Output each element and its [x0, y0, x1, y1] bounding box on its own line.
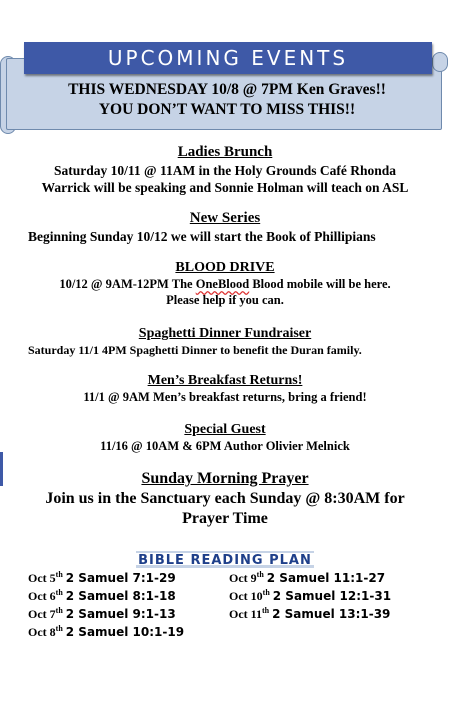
reading-date: Oct 9	[229, 571, 257, 585]
spaghetti-dinner-line-1: Saturday 11/1 4PM Spaghetti Dinner to benefit the Duran family.	[28, 343, 362, 357]
reading-passage: 2 Samuel 12:1-31	[272, 589, 392, 603]
bible-reading-plan-title-row	[0, 551, 450, 569]
ladies-brunch-title: Ladies Brunch	[177, 144, 273, 160]
reading-passage: 2 Samuel 13:1-39	[272, 607, 391, 621]
mens-breakfast-title: Men’s Breakfast Returns!	[147, 373, 303, 388]
reading-date-ordinal: th	[262, 606, 270, 615]
blood-drive-line-2: Please help if you can.	[166, 293, 284, 307]
reading-date-ordinal: th	[256, 570, 264, 579]
spaghetti-dinner-title: Spaghetti Dinner Fundraiser	[138, 326, 312, 341]
ladies-brunch-line-1: Saturday 10/11 @ 11AM in the Holy Grounds Café Rhonda	[54, 163, 396, 178]
reading-passage: 2 Samuel 11:1-27	[266, 571, 386, 585]
reading-date: Oct 7	[28, 607, 56, 621]
reading-passage: 2 Samuel 9:1-13	[65, 607, 176, 621]
reading-date: Oct 11	[229, 607, 262, 621]
reading-date: Oct 10	[229, 589, 263, 603]
oneblood-word: OneBlood	[195, 277, 250, 291]
reading-entry	[229, 570, 385, 586]
upcoming-events-banner: UPCOMING EVENTS	[24, 42, 432, 74]
headline-line-1: THIS WEDNESDAY 10/8 @ 7PM Ken Graves!!	[68, 81, 386, 98]
sunday-prayer-line-2: Prayer Time	[182, 510, 268, 527]
sunday-prayer-section	[0, 469, 450, 529]
reading-passage: 2 Samuel 7:1-29	[65, 571, 176, 585]
reading-entry	[28, 606, 176, 622]
headline	[14, 80, 440, 120]
scroll-curl-right	[432, 52, 448, 72]
new-series-line-1: Beginning Sunday 10/12 we will start the Book of Phillipians	[28, 229, 376, 244]
reading-date: Oct 5	[28, 571, 56, 585]
reading-entry	[28, 570, 176, 586]
new-series-section	[0, 209, 450, 245]
blood-drive-line-1-start: 10/12 @ 9AM-12PM The	[59, 277, 196, 291]
reading-passage: 2 Samuel 10:1-19	[65, 625, 185, 639]
reading-entry	[229, 588, 391, 604]
reading-entry	[28, 624, 184, 640]
reading-date-ordinal: th	[55, 588, 63, 597]
special-guest-line-1: 11/16 @ 10AM & 6PM Author Olivier Melnick	[100, 439, 350, 453]
mens-breakfast-line-1: 11/1 @ 9AM Men’s breakfast returns, bring a friend!	[83, 390, 367, 404]
reading-date: Oct 6	[28, 589, 56, 603]
blood-drive-line-1-end: Blood mobile will be here.	[249, 277, 391, 291]
mens-breakfast-section	[0, 372, 450, 405]
ladies-brunch-line-2: Warrick will be speaking and Sonnie Holman will teach on ASL	[41, 180, 409, 195]
reading-date-ordinal: th	[55, 570, 63, 579]
special-guest-section	[0, 421, 450, 454]
sunday-prayer-line-1: Join us in the Sanctuary each Sunday @ 8:30AM for	[45, 490, 405, 507]
reading-date: Oct 8	[28, 625, 56, 639]
reading-entry	[229, 606, 390, 622]
reading-passage: 2 Samuel 8:1-18	[65, 589, 176, 603]
new-series-title: New Series	[189, 210, 261, 226]
blood-drive-line-1	[0, 276, 450, 292]
sunday-prayer-title: Sunday Morning Prayer	[141, 470, 309, 487]
ladies-brunch-section	[0, 143, 450, 196]
headline-line-2: YOU DON’T WANT TO MISS THIS!!	[98, 101, 356, 118]
special-guest-title: Special Guest	[184, 422, 266, 437]
blood-drive-title: BLOOD DRIVE	[175, 260, 275, 275]
reading-date-ordinal: th	[262, 588, 270, 597]
reading-date-ordinal: th	[55, 624, 63, 633]
reading-date-ordinal: th	[55, 606, 63, 615]
reading-entry	[28, 588, 176, 604]
blood-drive-section	[0, 259, 450, 308]
bible-reading-plan-title: BIBLE READING PLAN	[138, 553, 312, 568]
spaghetti-dinner-section	[0, 325, 450, 358]
